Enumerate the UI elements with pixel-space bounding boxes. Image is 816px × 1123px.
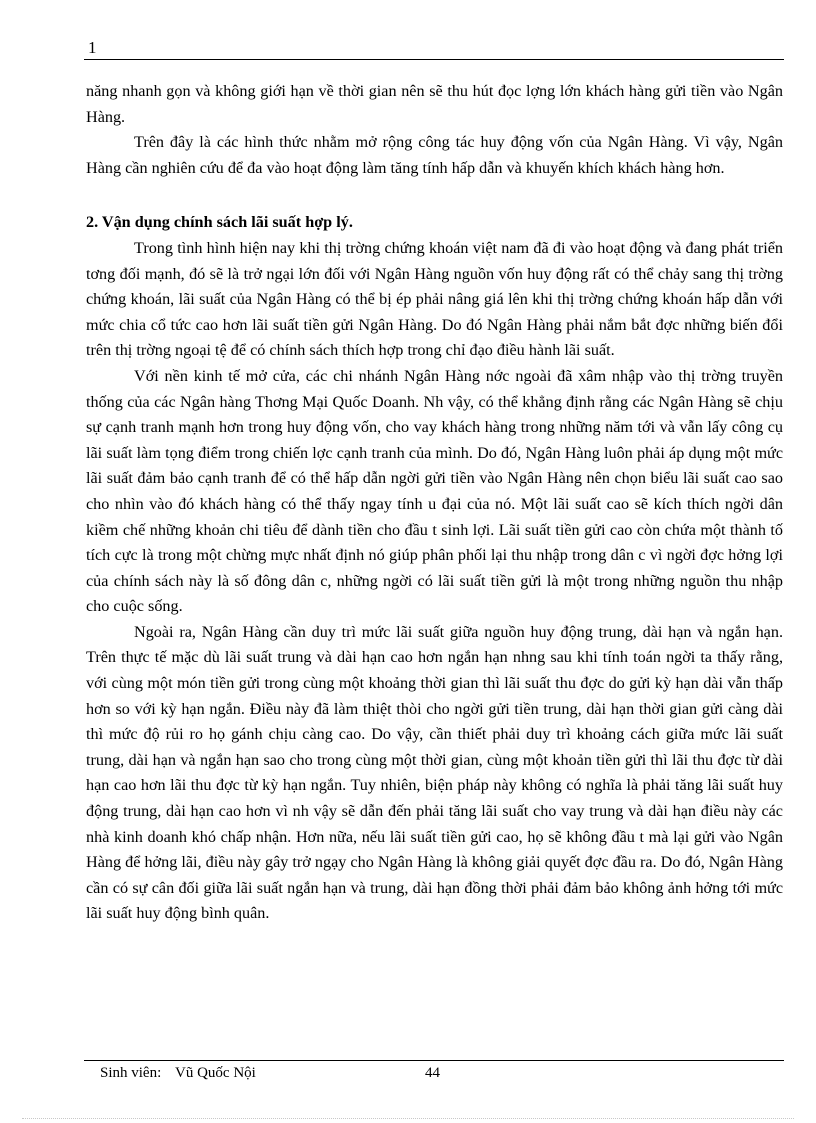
document-body <box>86 79 783 927</box>
paragraph-summary: Trên đây là các hình thức nhằm mở rộng công tác huy động vốn của Ngân Hàng. Vì vậy, Ngân Hàng cần nghiên cứu để đa vào hoạt động làm tăng tính hấp dẫn và khuyến khích khách hàng hơn. <box>86 133 783 177</box>
page-bottom-border <box>22 1118 794 1119</box>
footer-divider <box>84 1060 784 1061</box>
footer-student-name: Vũ Quốc Nội <box>175 1065 256 1081</box>
footer-page-number: 44 <box>425 1065 440 1081</box>
footer-student <box>100 1064 256 1082</box>
paragraph-term-rates: Ngoài ra, Ngân Hàng cần duy trì mức lãi suất giữa nguồn huy động trung, dài hạn và ngắn hạn. Trên thực tế mặc dù lãi suất trung và dài hạn cao hơn ngắn hạn nhng sau khi tính toán ngời ta thấy rằng, với cùng một món tiền gửi trong cùng một khoảng thời gian thì lãi suất thu đợc do gửi kỳ hạn dài vẫn thấp hơn so với kỳ hạn ngắn. Điều này đã làm thiệt thòi cho ngời gửi tiền trung, dài hạn thời gian gửi càng dài thì mức độ rủi ro họ gánh chịu càng cao. Do vậy, cần thiết phải duy trì khoảng cách giữa mức lãi suất trung, dài hạn và ngắn hạn sao cho trong cùng một thời gian, cùng một khoản tiền gửi thì lãi thu đợc từ dài hạn cao hơn lãi thu đợc từ kỳ hạn ngắn. Tuy nhiên, biện pháp này không có nghĩa là phải tăng lãi suất huy động trung, dài hạn cao hơn vì nh vậy sẽ dẫn đến phải tăng lãi suất cho vay trung và dài hạn điều này các nhà kinh doanh khó chấp nhận. Hơn nữa, nếu lãi suất tiền gửi cao, họ sẽ không đầu t mà lại gửi vào Ngân Hàng để hởng lãi, điều này gây trở ngạy cho Ngân Hàng là không giải quyết đợc đầu ra. Do đó, Ngân Hàng cần có sự cân đối giữa lãi suất ngắn hạn và trung, dài hạn đồng thời phải đảm bảo không ảnh hởng tới mức lãi suất huy động bình quân. <box>86 622 783 923</box>
paragraph-continuation: năng nhanh gọn và không giới hạn về thời gian nên sẽ thu hút đọc lợng lớn khách hàng gửi tiền vào Ngân Hàng. <box>86 82 783 126</box>
header-divider <box>84 59 784 60</box>
paragraph-competition: Với nền kinh tế mở cửa, các chi nhánh Ngân Hàng nớc ngoài đã xâm nhập vào thị trờng truyền thống của các Ngân hàng Thơng Mại Quốc Doanh. Nh vậy, có thể khẳng định rằng các Ngân Hàng sẽ chịu sự cạnh tranh mạnh hơn trong huy động vốn, cho vay khách hàng trong những năm tới và vẫn lấy công cụ lãi suất làm tọng điểm trong chiến lợc cạnh tranh của mình. Do đó, Ngân Hàng luôn phải áp dụng một mức lãi suất đảm bảo cạnh tranh để có thể hấp dẫn ngời gửi tiền vào Ngân Hàng nên chọn biểu lãi suất cao sao cho nhìn vào đó khách hàng có thể thấy ngay tính u đại của nó. Một lãi suất cao sẽ kích thích ngời dân kiềm chế những khoản chi tiêu để dành tiền cho đầu t sinh lợi. Lãi suất tiền gửi cao còn chứa một thành tố tích cực là trong một chừng mực nhất định nó giúp phân phối lại thu nhập trong dân c vì ngời đợc hởng lợi của chính sách này là số đông dân c, những ngời có lãi suất tiền gửi là một trong những nguồn thu nhập cho cuộc sống. <box>86 366 783 616</box>
paragraph-stock-market: Trong tình hình hiện nay khi thị trờng chứng khoán việt nam đã đi vào hoạt động và đang phát triển tơng đối mạnh, đó sẽ là trở ngại lớn đối với Ngân Hàng nguồn vốn huy động rất có thể chảy sang thị trờng chứng khoán, lãi suất của Ngân Hàng có thể bị ép phải nâng giá lên khi thị trờng chứng khoán hấp dẫn với mức chia cổ tức cao hơn lãi suất tiền gửi Ngân Hàng. Do đó Ngân Hàng phải nắm bắt đợc những biến đổi trên thị trờng ngoại tệ để có chính sách thích hợp trong chỉ đạo điều hành lãi suất. <box>86 238 783 360</box>
header-page-number: 1 <box>88 38 97 57</box>
footer-student-label: Sinh viên: <box>100 1065 162 1081</box>
section-heading: 2. Vận dụng chính sách lãi suất hợp lý. <box>86 213 353 232</box>
